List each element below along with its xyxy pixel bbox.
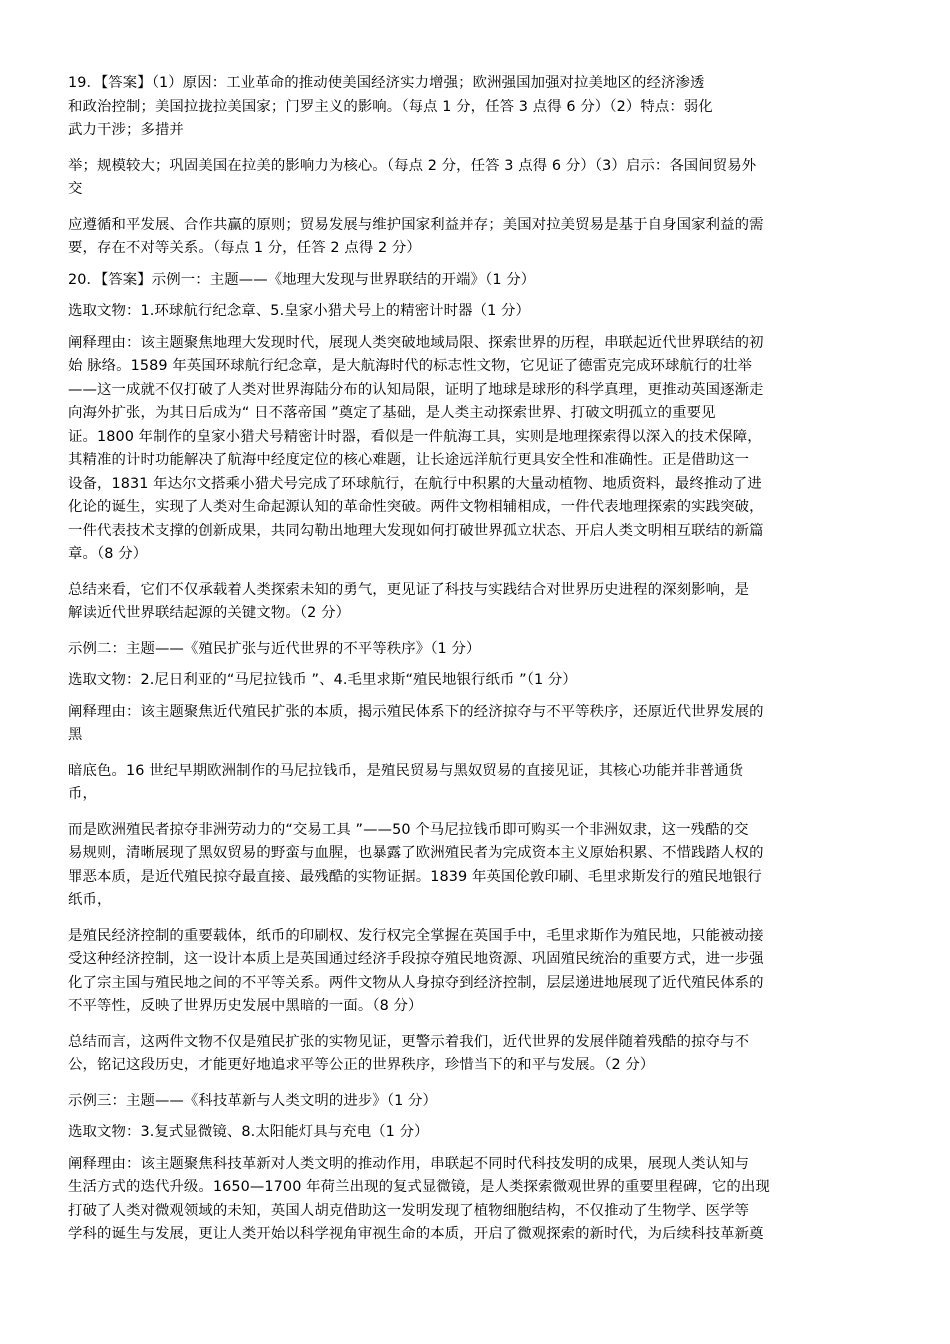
text-line: 20．【答案】示例一：主题——《地理大发现与世界联结的开端》（1 分）: [68, 271, 536, 288]
text-line: 总结来看，它们不仅承载着人类探索未知的勇气，更见证了科技与实践结合对世界历史进程的深刻影响，是: [68, 581, 750, 598]
text-line: 应遵循和平发展、合作共赢的原则；贸易发展与维护国家利益并存；美国对拉美贸易是基于自身国家利益的需: [68, 216, 764, 233]
example-3-explanation: [68, 1153, 868, 1247]
text-line: 选取文物：1.环球航行纪念章、5.皇家小猎犬号上的精密计时器（1 分）: [68, 303, 531, 319]
text-line: 学科的诞生与发展，更让人类开始以科学视角审视生命的本质，开启了微观探索的新时代，为后续科技革新奠: [68, 1226, 764, 1242]
example-2-explanation-part-3: [68, 819, 868, 913]
text-line: 设备，1831 年达尔文搭乘小猎犬号完成了环球航行，在航行中积累的大量动植物、地质资料，最终推动了进: [68, 475, 762, 492]
text-line: 打破了人类对微观领域的未知，英国人胡克借助这一发明发现了植物细胞结构，不仅推动了生物学、医学等: [68, 1202, 750, 1219]
text-line: 币，: [68, 786, 97, 802]
text-line: 一件代表技术支撑的创新成果，共同勾勒出地理大发现如何打破世界孤立状态、开启人类文明相互联结的新篇: [68, 522, 764, 539]
example-1-summary: [68, 579, 868, 626]
example-1-selected-relics: [68, 300, 868, 324]
text-line: 示例二：主题——《殖民扩张与近代世界的不平等秩序》（1 分）: [68, 640, 481, 657]
example-2-title: [68, 638, 868, 662]
text-line: 阐释理由：该主题聚焦科技革新对人类文明的推动作用，串联起不同时代科技发明的成果，展现人类认知与: [68, 1155, 750, 1172]
text-line: 化论的诞生，实现了人类对生命起源认知的革命性突破。两件文物相辅相成，一件代表地理探索的实践突破，: [68, 499, 764, 515]
text-line: 易规则，清晰展现了黑奴贸易的野蛮与血腥，也暴露了欧洲殖民者为完成资本主义原始积累、不惜践踏人权的: [68, 845, 764, 861]
text-line: 和政治控制；美国拉拢拉美国家；门罗主义的影响。（每点 1 分，任答 3 点得 6 分）（2）特点：弱化: [68, 98, 713, 115]
text-line: 不平等性，反映了世界历史发展中黑暗的一面。（8 分）: [68, 998, 423, 1014]
text-line: 解读近代世界联结起源的关键文物。（2 分）: [68, 605, 351, 621]
text-line: 选取文物：3.复式显微镜、8.太阳能灯具与充电（1 分）: [68, 1124, 429, 1140]
text-line: 向海外扩张，为其日后成为“ 日不落帝国 ”奠定了基础，是人类主动探索世界、打破文明孤立的重要见: [68, 405, 716, 421]
text-line: 举；规模较大；巩固美国在拉美的影响力为核心。（每点 2 分，任答 3 点得 6 分）（3）启示：各国间贸易外: [68, 157, 757, 174]
answer-19-paragraph-1: [68, 72, 868, 143]
answer-19-paragraph-3: [68, 214, 868, 261]
text-line: 要，存在不对等关系。（每点 1 分，任答 2 点得 2 分）: [68, 240, 421, 256]
text-line: 始 脉络。1589 年英国环球航行纪念章，是大航海时代的标志性文物，它见证了德雷克完成环球航行的壮举: [68, 358, 752, 374]
text-line: 示例三：主题——《科技革新与人类文明的进步》（1 分）: [68, 1092, 437, 1109]
answer-19-paragraph-2: [68, 155, 868, 202]
text-line: 交: [68, 181, 83, 197]
text-line: 公，铭记这段历史，才能更好地追求平等公正的世界秩序，珍惜当下的和平与发展。（2 分）: [68, 1057, 655, 1073]
text-line: 化了宗主国与殖民地之间的不平等关系。两件文物从人身掠夺到经济控制，层层递进地展现了近代殖民体系的: [68, 974, 764, 991]
example-1-explanation: [68, 332, 868, 567]
example-2-explanation-part-1: [68, 701, 868, 748]
text-line: 是殖民经济控制的重要载体，纸币的印刷权、发行权完全掌握在英国手中，毛里求斯作为殖民地，只能被动接: [68, 927, 764, 944]
example-2-summary: [68, 1031, 868, 1078]
text-line: ——这一成就不仅打破了人类对世界海陆分布的认知局限，证明了地球是球形的科学真理，更推动英国逐渐走: [68, 381, 764, 398]
example-2-explanation-part-4: [68, 925, 868, 1019]
text-line: 阐释理由：该主题聚焦近代殖民扩张的本质，揭示殖民体系下的经济掠夺与不平等秩序，还原近代世界发展的: [68, 703, 764, 720]
answer-20-example-1-title: [68, 269, 868, 293]
example-3-selected-relics: [68, 1121, 868, 1145]
text-line: 黑: [68, 727, 83, 743]
text-line: 暗底色。16 世纪早期欧洲制作的马尼拉钱币，是殖民贸易与黑奴贸易的直接见证，其核心功能并非普通货: [68, 762, 744, 779]
text-line: 武力干涉；多措并: [68, 122, 184, 138]
example-2-explanation-part-2: [68, 760, 868, 807]
text-line: 纸币，: [68, 892, 112, 908]
example-3-title: [68, 1090, 868, 1114]
text-line: 章。（8 分）: [68, 546, 148, 562]
text-line: 阐释理由：该主题聚焦地理大发现时代，展现人类突破地域局限、探索世界的历程，串联起近代世界联结的初: [68, 334, 764, 351]
example-2-selected-relics: [68, 669, 868, 693]
text-line: 总结而言，这两件文物不仅是殖民扩张的实物见证，更警示着我们，近代世界的发展伴随着残酷的掠夺与不: [68, 1033, 750, 1050]
text-line: 受这种经济控制，这一设计本质上是英国通过经济手段掠夺殖民地资源、巩固殖民统治的重要方式，进一步强: [68, 951, 764, 967]
text-line: 罪恶本质，是近代殖民掠夺最直接、最残酷的实物证据。1839 年英国伦敦印刷、毛里求斯发行的殖民地银行: [68, 868, 762, 885]
text-line: 其精准的计时功能解决了航海中经度定位的核心难题，让长途远洋航行更具安全性和准确性。正是借助这一: [68, 452, 750, 468]
text-line: 而是欧洲殖民者掠夺非洲劳动力的“交易工具 ”——50 个马尼拉钱币即可购买一个非洲奴隶，这一残酷的交: [68, 821, 749, 838]
text-line: 证。1800 年制作的皇家小猎犬号精密计时器，看似是一件航海工具，实则是地理探索得以深入的技术保障，: [68, 428, 762, 445]
text-line: 19．【答案】（1）原因：工业革命的推动使美国经济实力增强；欧洲强国加强对拉美地区的经济渗透: [68, 75, 705, 91]
text-line: 选取文物：2.尼日利亚的“马尼拉钱币 ”、4.毛里求斯“殖民地银行纸币 ”（1 分）: [68, 672, 577, 688]
text-line: 生活方式的迭代升级。1650—1700 年荷兰出现的复式显微镜，是人类探索微观世界的重要里程碑，它的出现: [68, 1179, 770, 1195]
